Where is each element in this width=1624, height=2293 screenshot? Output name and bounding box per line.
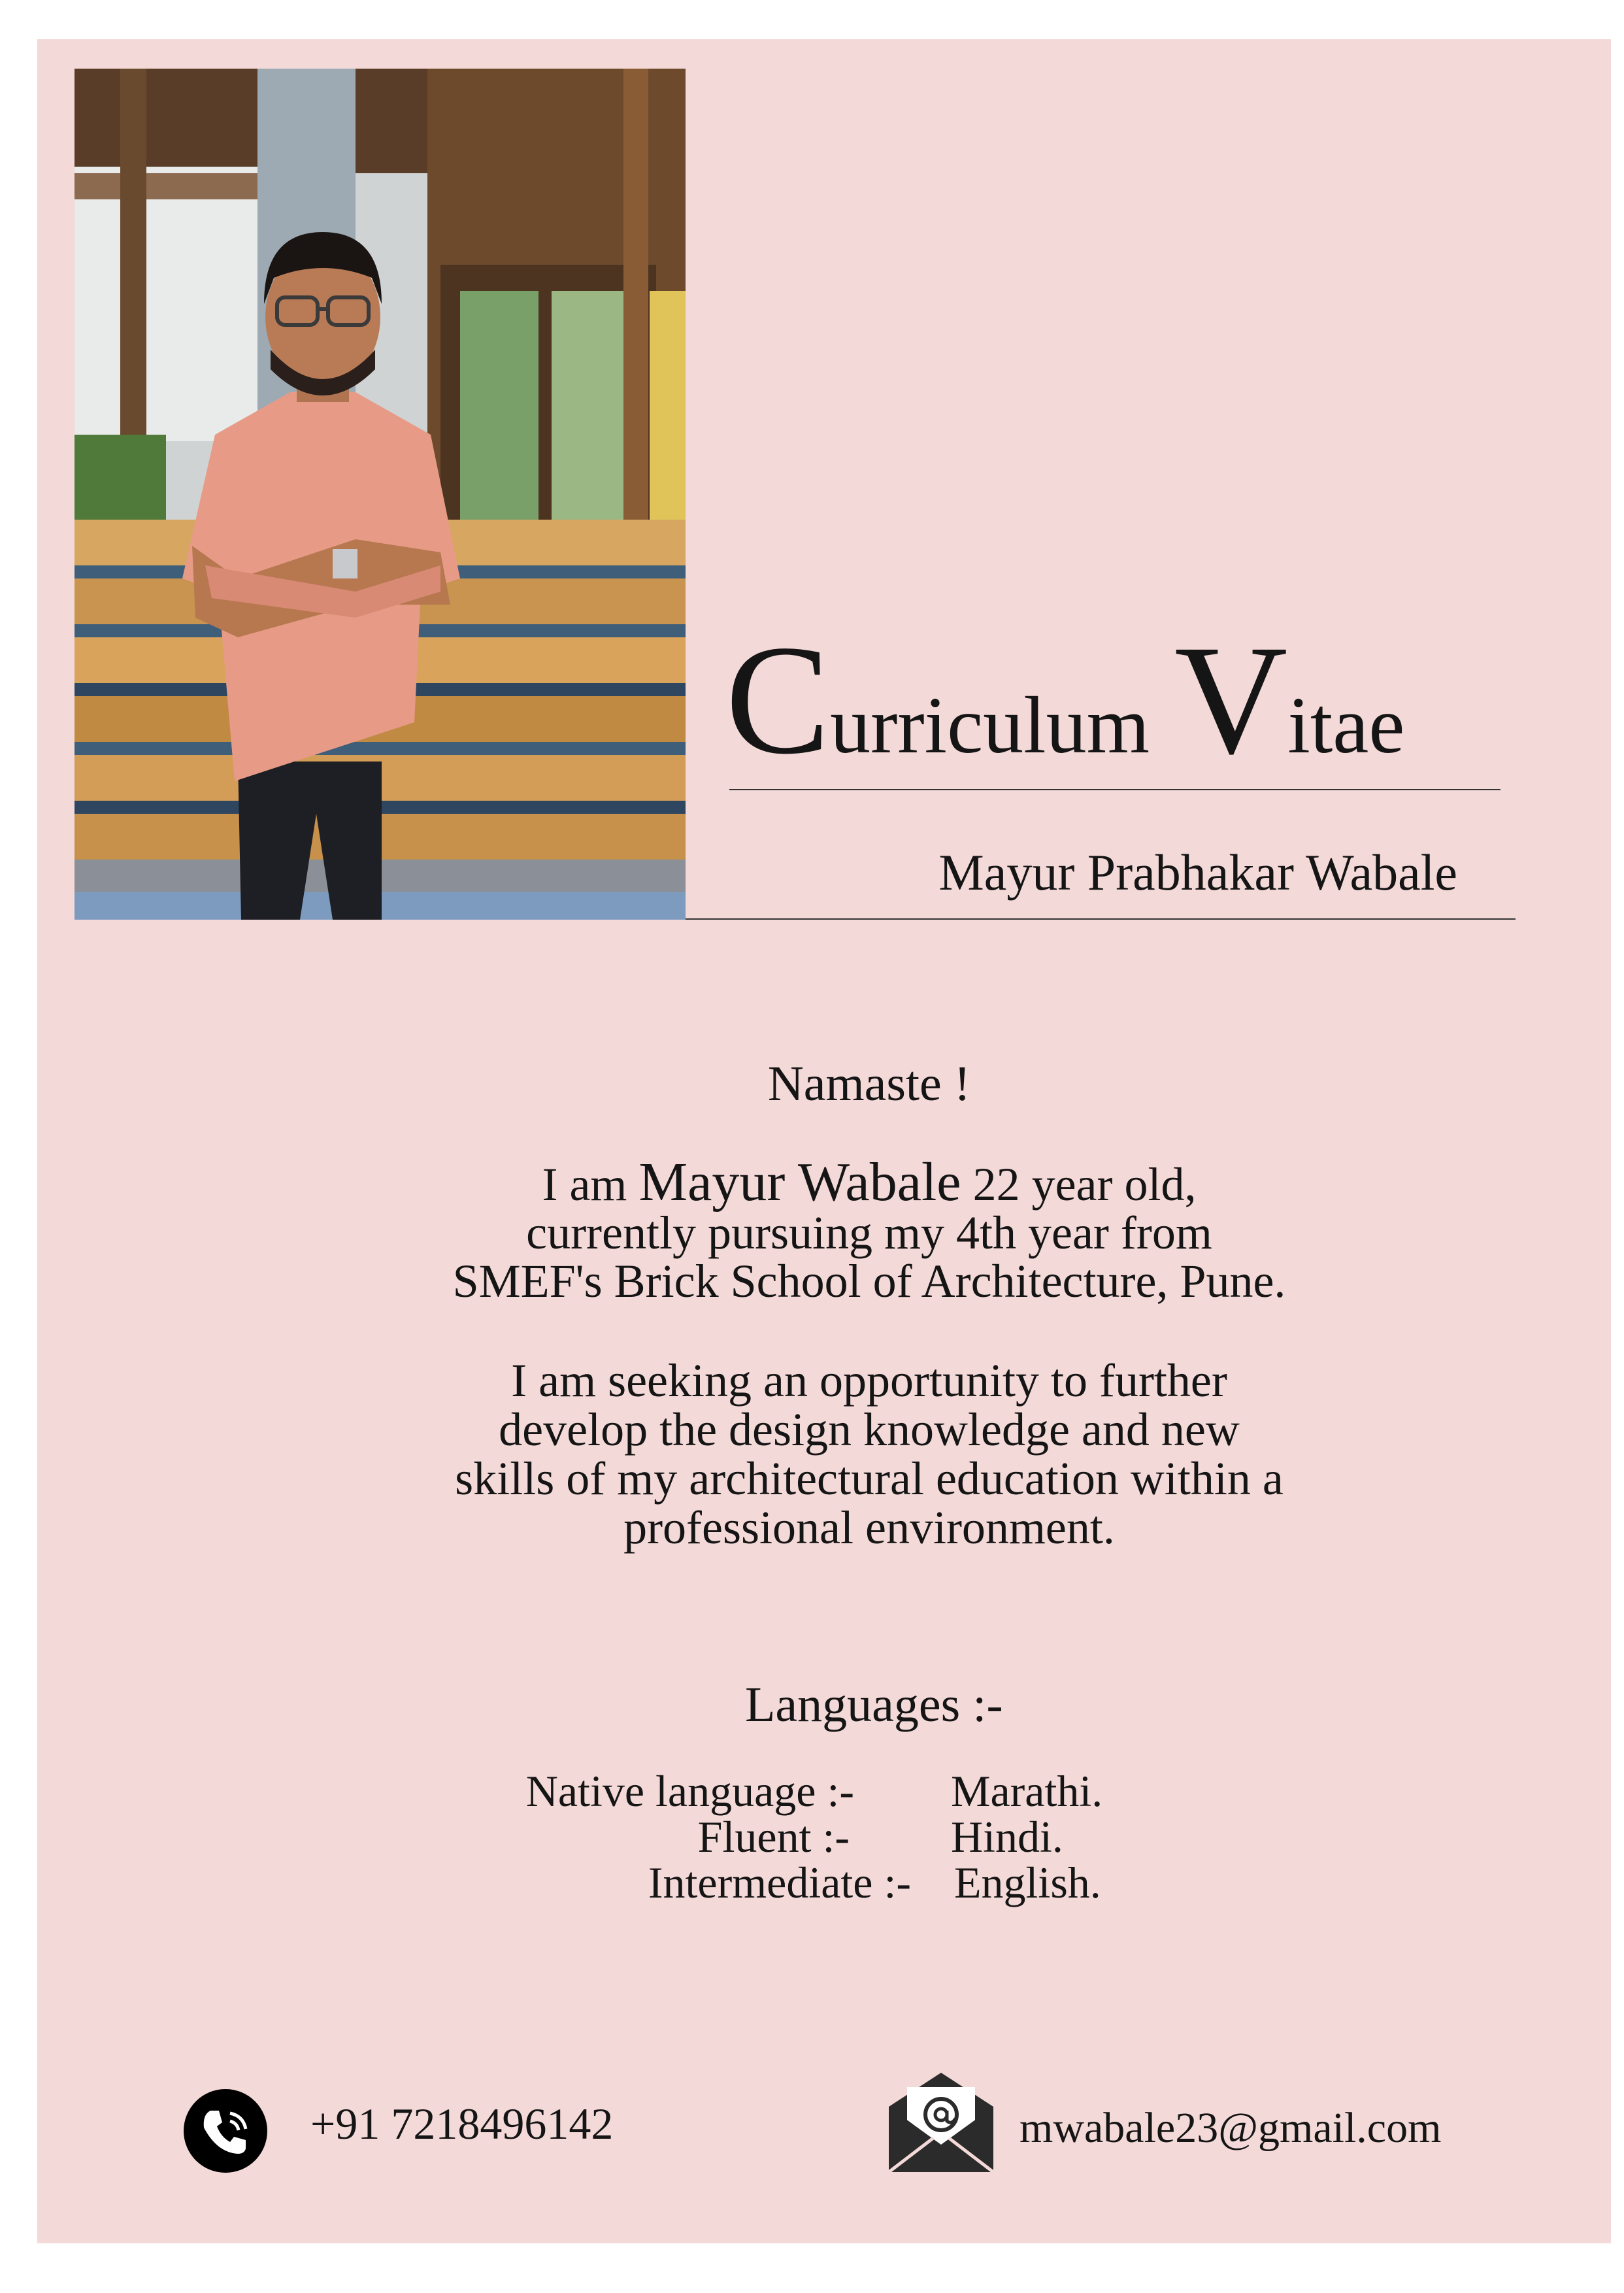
title-initial-v: V — [1174, 612, 1288, 786]
intro-line-1-suffix: 22 year old, — [961, 1158, 1197, 1211]
cv-title — [725, 612, 1510, 786]
languages-list — [392, 1768, 1176, 1905]
objective-line-1: I am seeking an opportunity to further — [511, 1354, 1227, 1407]
name-divider — [686, 918, 1516, 920]
language-value: Marathi. — [951, 1766, 1103, 1816]
objective-line-3: skills of my architectural education within a — [455, 1452, 1284, 1505]
title-word-rest-1: urriculum — [830, 680, 1150, 770]
language-label: Intermediate :- — [648, 1858, 911, 1907]
intro-line-2: currently pursuing my 4th year from — [526, 1207, 1212, 1259]
title-divider — [729, 789, 1500, 790]
email-address[interactable]: mwabale23@gmail.com — [1019, 2104, 1442, 2152]
envelope-at-icon — [882, 2067, 1000, 2175]
phone-icon — [183, 2088, 268, 2173]
language-label: Fluent :- — [697, 1812, 850, 1862]
languages-heading: Languages :- — [745, 1677, 1003, 1732]
intro-name-emphasis: Mayur Wabale — [638, 1152, 961, 1213]
intro-line-1-prefix: I am — [542, 1158, 639, 1211]
language-row — [392, 1814, 1176, 1860]
intro-line-1 — [0, 1152, 1624, 1213]
language-label: Native language :- — [525, 1766, 854, 1816]
objective-line-2: develop the design knowledge and new — [499, 1403, 1240, 1456]
title-initial-c: C — [725, 612, 831, 786]
candidate-name: Mayur Prabhakar Wabale — [938, 844, 1457, 901]
language-value: Hindi. — [951, 1812, 1063, 1862]
language-value: English. — [954, 1858, 1101, 1907]
objective-paragraph — [0, 1356, 1624, 1552]
greeting: Namaste ! — [767, 1056, 971, 1111]
intro-paragraph — [0, 1152, 1624, 1307]
title-word-rest-2: itae — [1287, 680, 1405, 770]
objective-line-4: professional environment. — [623, 1501, 1115, 1554]
phone-number[interactable]: +91 7218496142 — [310, 2099, 614, 2149]
profile-photo — [75, 69, 686, 920]
language-row — [392, 1768, 1176, 1814]
language-row — [392, 1860, 1176, 1905]
intro-line-3: SMEF's Brick School of Architecture, Pune. — [452, 1255, 1286, 1307]
